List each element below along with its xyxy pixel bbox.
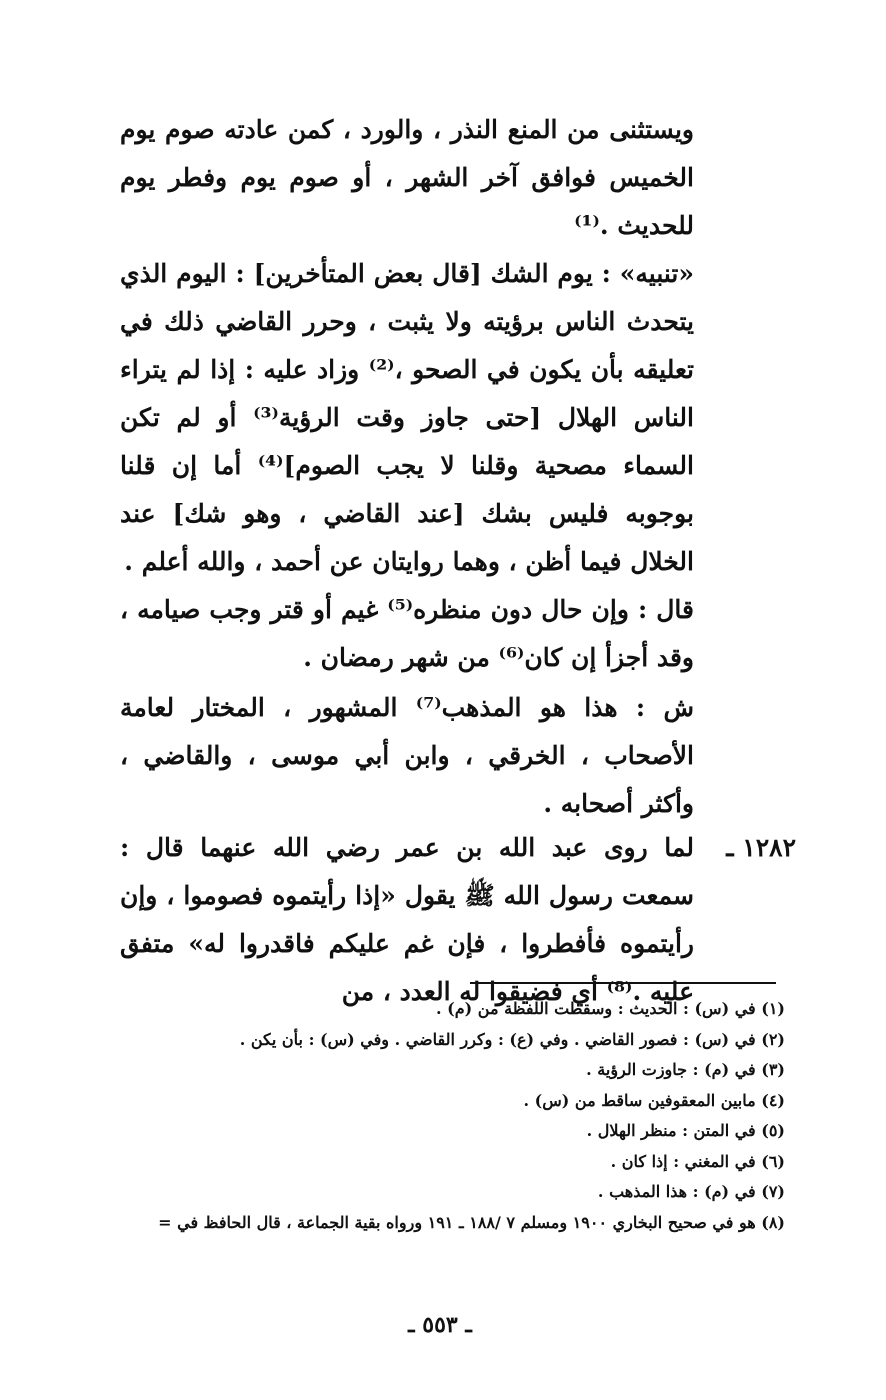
sharh-section: [120, 684, 694, 828]
footnote-6: (٦) في المغني : إذا كان .: [610, 1151, 785, 1171]
footnote-1: (١) في (س) : الحديث : وسقطت اللفظة من (م) .: [436, 999, 785, 1018]
paragraph-exceptions: ويستثنى من المنع النذر ، والورد ، كمن عادته صوم يوم الخميس فوافق آخر الشهر ، أو صوم يوم وفطر يوم للحديث .⁽¹⁾: [120, 115, 694, 240]
footnote-8: (٨) هو في صحيح البخاري ١٩٠٠ ومسلم ٧ /١٨٨ ـ ١٩١ ورواه بقية الجماعة ، قال الحافظ في =: [158, 1212, 785, 1232]
paragraph-sharh: ش : هذا هو المذهب⁽⁷⁾ المشهور ، المختار لعامة الأصحاب ، الخرقي ، وابن أبي موسى ، والقاضي ، وأكثر أصحابه .: [120, 693, 695, 818]
footnote-3: (٣) في (م) : جاوزت الرؤية .: [586, 1060, 785, 1079]
footnote-2: (٢) في (س) : فصور القاضي . وفي (ع) : وكرر القاضي . وفي (س) : بأن يكن .: [239, 1029, 785, 1049]
footnote-separator: [470, 982, 776, 984]
footnotes: [115, 994, 785, 1238]
tanbih-label: «تنبيه»: [619, 259, 694, 288]
footnote-4: (٤) مابين المعقوفين ساقط من (س) .: [523, 1090, 785, 1110]
tanbih-section: [120, 250, 694, 586]
main-text: [120, 106, 694, 250]
paragraph-matn: قال : وإن حال دون منظره⁽⁵⁾ غيم أو قتر وجب صيامه ، وقد أجزأ إن كان⁽⁶⁾ من شهر رمضان .: [120, 595, 694, 672]
page-number: ـ ٥٥٣ ـ: [408, 1312, 472, 1338]
hadith-number: ١٢٨٢ ـ: [726, 833, 796, 862]
footnote-7: (٧) في (م) : هذا المذهب .: [597, 1182, 785, 1201]
matn-section: [120, 586, 694, 682]
tanbih-text: : يوم الشك [قال بعض المتأخرين] : اليوم الذي يتحدث الناس برؤيته ولا يثبت ، وحرر القاضي ذلك في تعليقه بأن يكون في الصحو ،⁽²⁾ وزاد عليه : إذا لم يتراء الناس الهلال [حتى جاوز وقت الرؤية⁽³⁾ أو لم تكن السماء مصحية وقلنا لا يجب الصوم]⁽⁴⁾ أما إن قلنا بوجوبه فليس بشك [عند القاضي ، وهو شك] عند الخلال فيما أظن ، وهما روايتان عن أحمد ، والله أعلم .: [120, 259, 694, 576]
footnote-5: (٥) في المتن : منظر الهلال .: [586, 1121, 785, 1140]
paragraph-tanbih: [120, 250, 694, 586]
hadith-text: لما روى عبد الله بن عمر رضي الله عنهما قال : سمعت رسول الله ﷺ يقول «إذا رأيتموه فصوموا ، وإن رأيتموه فأفطروا ، فإن غم عليكم فاقدروا له» متفق عليه .⁽⁸⁾ أي فضيقوا له العدد ، من: [120, 833, 694, 1006]
